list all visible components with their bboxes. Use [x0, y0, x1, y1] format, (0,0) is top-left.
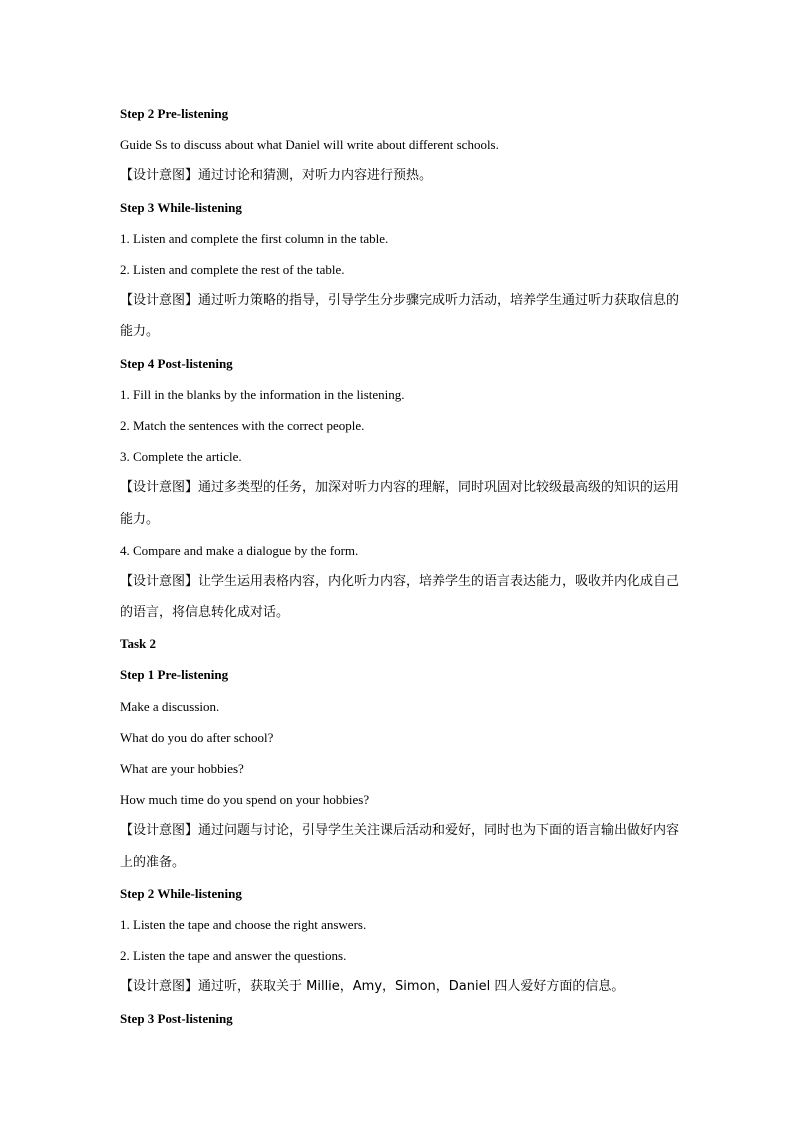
section-heading: Step 4 Post-listening [120, 355, 233, 371]
list-item: 1. Fill in the blanks by the information in the listening. [120, 386, 405, 402]
design-intent-paragraph: 【设计意图】让学生运用表格内容，内化听力内容，培养学生的语言表达能力，吸收并内化成自己的语言，将信息转化成对话。 [120, 573, 680, 621]
design-intent-paragraph: 【设计意图】通过听，获取关于 Millie，Amy，Simon，Daniel 四人爱好方面的信息。 [120, 979, 625, 995]
section-heading: Step 3 Post-listening [120, 1010, 233, 1026]
paragraph: Guide Ss to discuss about what Daniel will write about different schools. [120, 137, 499, 153]
question: How much time do you spend on your hobbies? [120, 792, 370, 808]
paragraph: Make a discussion. [120, 698, 220, 714]
section-heading: Step 1 Pre-listening [120, 667, 229, 683]
list-item: 2. Match the sentences with the correct people. [120, 417, 365, 433]
task-heading: Task 2 [120, 636, 157, 652]
section-heading: Step 3 While-listening [120, 199, 242, 215]
list-item: 4. Compare and make a dialogue by the form. [120, 542, 359, 558]
question: What are your hobbies? [120, 761, 244, 777]
design-intent-paragraph: 【设计意图】通过问题与讨论，引导学生关注课后活动和爱好，同时也为下面的语言输出做好内容上的准备。 [120, 823, 680, 870]
question: What do you do after school? [120, 729, 274, 745]
list-item: 1. Listen and complete the first column in the table. [120, 230, 389, 246]
list-item: 3. Complete the article. [120, 449, 242, 465]
list-item: 2. Listen and complete the rest of the table. [120, 261, 345, 277]
list-item: 2. Listen the tape and answer the questions. [120, 948, 347, 964]
design-intent-paragraph: 【设计意图】通过讨论和猜测，对听力内容进行预热。 [120, 168, 433, 184]
design-intent-paragraph: 【设计意图】通过听力策略的指导，引导学生分步骤完成听力活动，培养学生通过听力获取信息的能力。 [120, 293, 680, 340]
list-item: 1. Listen the tape and choose the right answers. [120, 917, 367, 933]
document-body [120, 98, 680, 1034]
design-intent-paragraph: 【设计意图】通过多类型的任务，加深对听力内容的理解，同时巩固对比较级最高级的知识的运用能力。 [120, 480, 680, 527]
section-heading: Step 2 Pre-listening [120, 106, 229, 121]
section-heading: Step 2 While-listening [120, 885, 242, 901]
